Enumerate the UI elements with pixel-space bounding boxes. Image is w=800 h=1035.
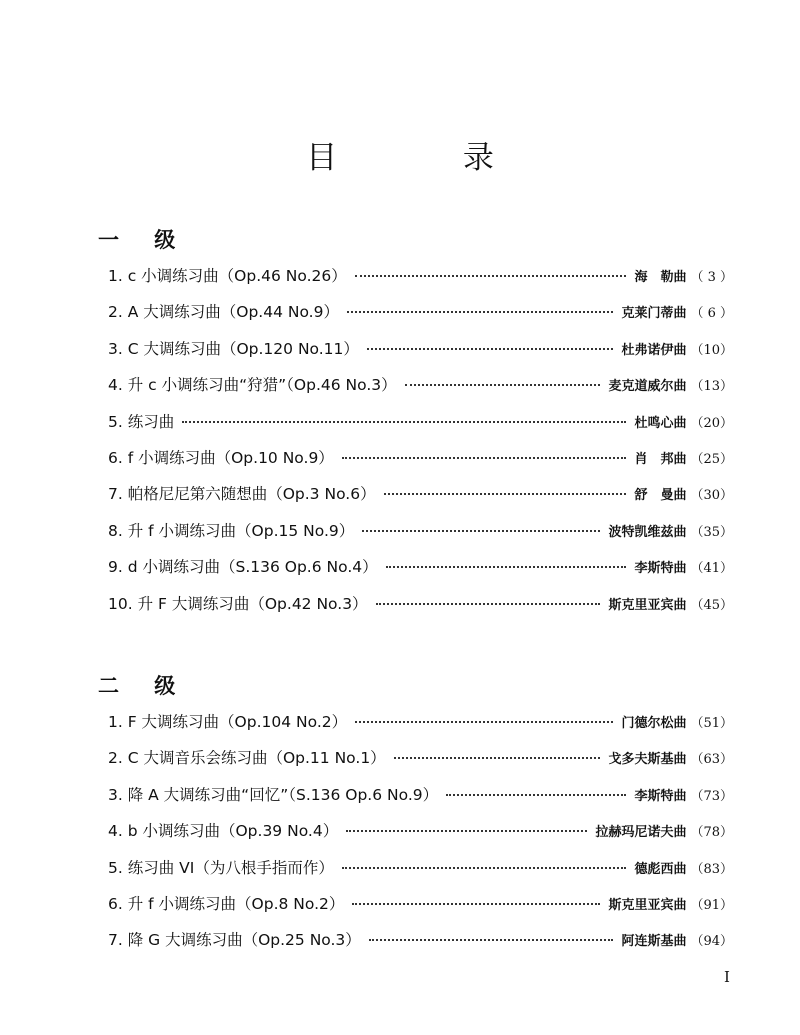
- entry-title: 2. A 大调练习曲（Op.44 No.9）: [108, 303, 339, 322]
- dot-leader: [394, 757, 601, 759]
- entry-title: 1. c 小调练习曲（Op.46 No.26）: [108, 267, 347, 285]
- dot-leader: [182, 421, 626, 423]
- entry-composer: 舒 曼曲: [634, 488, 687, 504]
- entry-title: 3. C 大调练习曲（Op.120 No.11）: [108, 339, 359, 358]
- entry-page-number: （30）: [690, 488, 733, 504]
- entry-title: 4. b 小调练习曲（Op.39 No.4）: [108, 822, 339, 841]
- entry-composer: 斯克里亚宾曲: [608, 597, 687, 613]
- entry-page-number: （10）: [690, 342, 733, 358]
- entry-title: 5. 练习曲: [108, 412, 175, 431]
- toc-entry[interactable]: [108, 928, 733, 964]
- entry-composer: 斯克里亚宾曲: [608, 897, 687, 913]
- toc-entry[interactable]: [108, 410, 733, 446]
- entry-composer: 门德尔松曲: [621, 716, 687, 731]
- toc-entry[interactable]: [108, 446, 733, 482]
- dot-leader: [369, 939, 614, 941]
- toc-entry[interactable]: [108, 337, 733, 373]
- entry-composer: 杜弗诺伊曲: [621, 342, 687, 358]
- entry-page-number: （41）: [690, 561, 733, 577]
- entry-page-number: （78）: [690, 825, 733, 841]
- entry-title: 10. 升 F 大调练习曲（Op.42 No.3）: [108, 594, 368, 613]
- toc-entry[interactable]: [108, 710, 733, 746]
- entry-page-number: （63）: [690, 752, 733, 768]
- dot-leader: [386, 566, 627, 568]
- entry-composer: 肖 邦曲: [634, 451, 687, 467]
- entry-title: 7. 帕格尼尼第六随想曲（Op.3 No.6）: [108, 485, 376, 504]
- entry-composer: 海 勒曲: [634, 270, 687, 285]
- toc-entry[interactable]: [108, 819, 733, 855]
- toc-entry[interactable]: [108, 300, 733, 336]
- dot-leader: [355, 721, 613, 723]
- dot-leader: [347, 311, 613, 313]
- entry-title: 4. 升 c 小调练习曲“狩猎”（Op.46 No.3）: [108, 376, 397, 395]
- page-number: I: [724, 968, 730, 986]
- dot-leader: [446, 794, 626, 796]
- entry-composer: 克莱门蒂曲: [621, 306, 687, 322]
- entry-title: 7. 降 G 大调练习曲（Op.25 No.3）: [108, 931, 361, 950]
- entry-composer: 波特凯维兹曲: [608, 524, 687, 540]
- toc-entry[interactable]: [108, 856, 733, 892]
- section-heading: 二 级: [98, 674, 190, 698]
- dot-leader: [405, 384, 601, 386]
- toc-entry[interactable]: [108, 555, 733, 591]
- entry-composer: 杜鸣心曲: [634, 415, 687, 431]
- dot-leader: [342, 457, 627, 459]
- entry-composer: 阿连斯基曲: [621, 934, 687, 950]
- entry-page-number: （13）: [690, 379, 733, 395]
- toc-entry[interactable]: [108, 373, 733, 409]
- entry-title: 5. 练习曲 VI（为八根手指而作）: [108, 858, 334, 877]
- entry-page-number: （20）: [690, 415, 733, 431]
- toc-entry[interactable]: [108, 592, 733, 628]
- entry-title: 3. 降 A 大调练习曲“回忆”（S.136 Op.6 No.9）: [108, 785, 439, 804]
- entry-composer: 拉赫玛尼诺夫曲: [595, 825, 687, 841]
- dot-leader: [367, 348, 614, 350]
- page-title: 目 录: [306, 140, 552, 176]
- entry-composer: 德彪西曲: [634, 861, 687, 877]
- dot-leader: [362, 530, 600, 532]
- entry-page-number: （ 3 ）: [690, 270, 733, 285]
- entry-page-number: （25）: [690, 451, 733, 467]
- dot-leader: [355, 275, 627, 277]
- entry-title: 8. 升 f 小调练习曲（Op.15 No.9）: [108, 521, 355, 540]
- entry-page-number: （91）: [690, 897, 733, 913]
- entry-title: 6. 升 f 小调练习曲（Op.8 No.2）: [108, 894, 345, 913]
- section-heading: 一 级: [98, 228, 190, 252]
- toc-entry[interactable]: [108, 482, 733, 518]
- toc-entry[interactable]: [108, 746, 733, 782]
- entry-composer: 李斯特曲: [634, 788, 687, 804]
- entry-composer: 李斯特曲: [634, 561, 687, 577]
- toc-entry[interactable]: [108, 519, 733, 555]
- entry-title: 6. f 小调练习曲（Op.10 No.9）: [108, 448, 334, 467]
- entry-page-number: （35）: [690, 524, 733, 540]
- entry-title: 1. F 大调练习曲（Op.104 No.2）: [108, 713, 348, 731]
- dot-leader: [342, 867, 627, 869]
- entry-page-number: （45）: [690, 597, 733, 613]
- entry-composer: 戈多夫斯基曲: [608, 752, 687, 768]
- entry-page-number: （51）: [690, 716, 733, 731]
- toc-list: [108, 710, 733, 965]
- entry-title: 2. C 大调音乐会练习曲（Op.11 No.1）: [108, 749, 386, 768]
- dot-leader: [352, 903, 600, 905]
- entry-page-number: （ 6 ）: [690, 306, 733, 322]
- entry-page-number: （83）: [690, 861, 733, 877]
- entry-page-number: （73）: [690, 788, 733, 804]
- entry-page-number: （94）: [690, 934, 733, 950]
- toc-entry[interactable]: [108, 892, 733, 928]
- entry-title: 9. d 小调练习曲（S.136 Op.6 No.4）: [108, 558, 378, 577]
- entry-composer: 麦克道威尔曲: [608, 379, 687, 395]
- toc-entry[interactable]: [108, 783, 733, 819]
- toc-entry[interactable]: [108, 264, 733, 300]
- dot-leader: [376, 603, 601, 605]
- dot-leader: [384, 493, 627, 495]
- dot-leader: [346, 830, 587, 832]
- toc-list: [108, 264, 733, 628]
